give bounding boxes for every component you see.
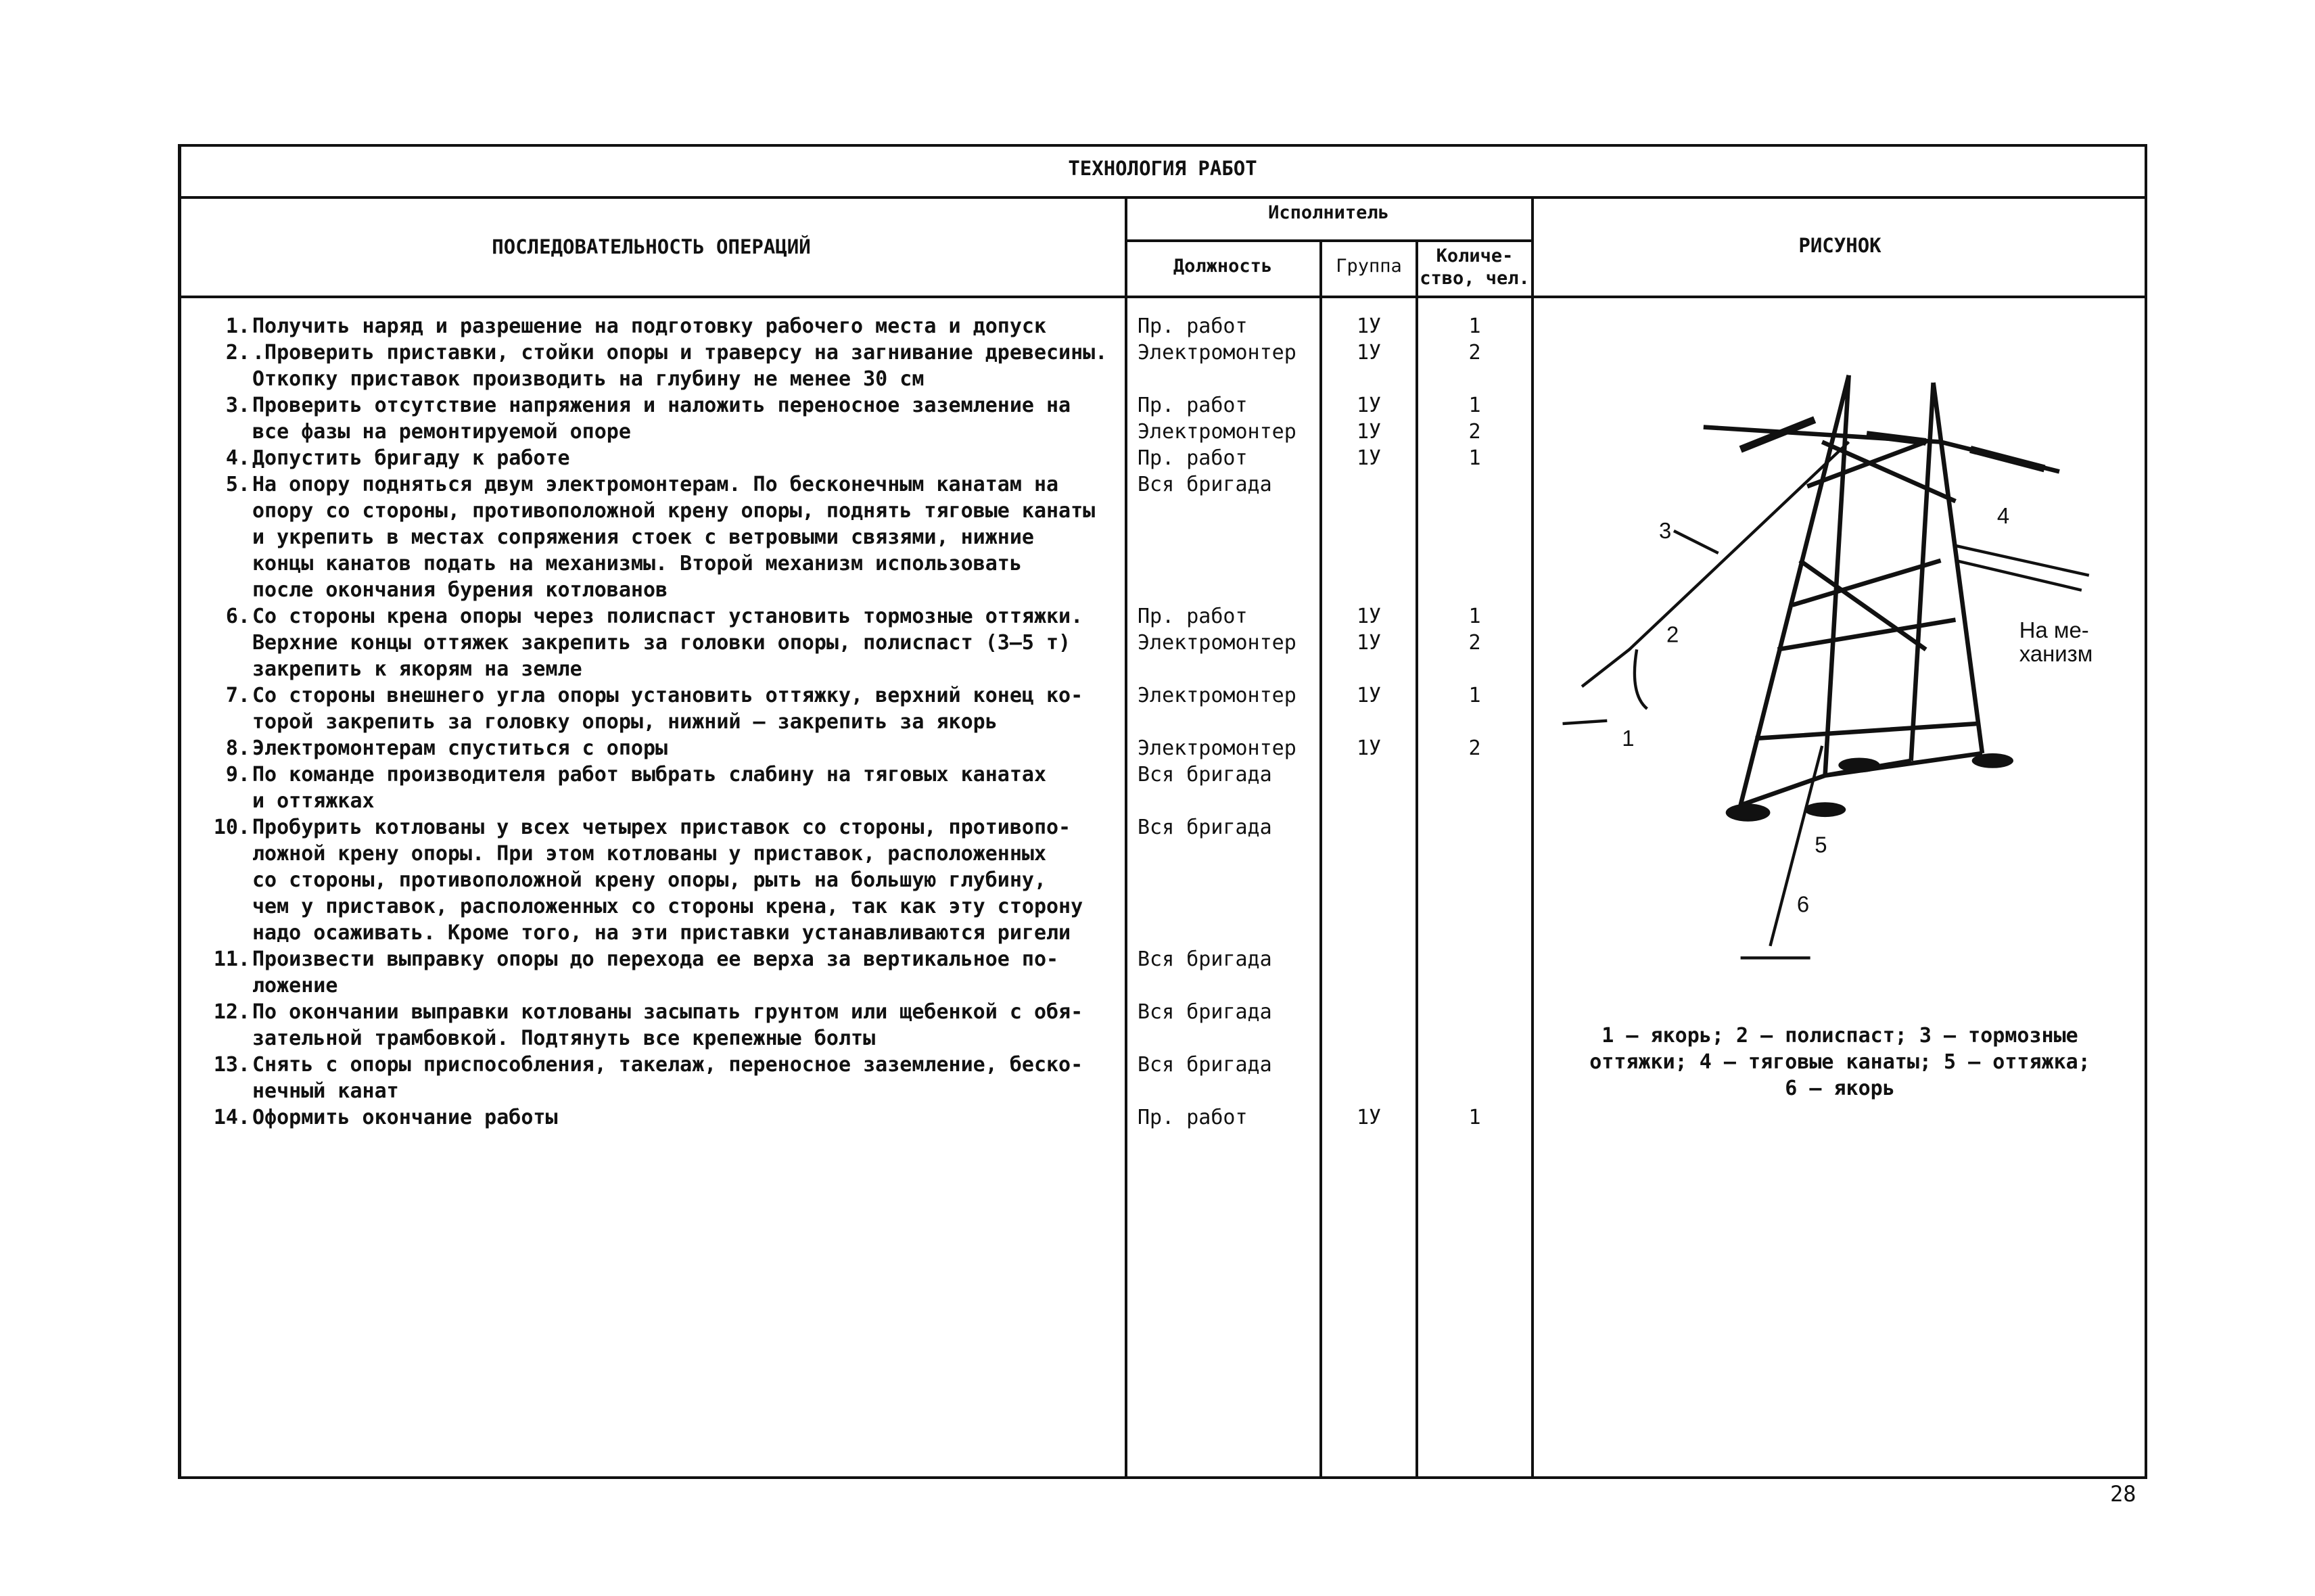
executor-position: Вся бригада bbox=[1138, 1000, 1272, 1024]
operation-text: зательной трамбовкой. Подтянуть все крепежные болты bbox=[252, 1027, 876, 1050]
operation-text: после окончания бурения котлованов bbox=[252, 578, 668, 602]
label-2: 2 bbox=[1666, 621, 1679, 647]
operation-text: нечный канат bbox=[252, 1079, 399, 1103]
operation-number: 10. bbox=[213, 816, 250, 839]
divider bbox=[1125, 239, 1533, 242]
insulator-strings bbox=[1741, 420, 2044, 469]
operation-text: Пробурить котлованы у всех четырех приставок со стороны, противопо- bbox=[252, 816, 1071, 839]
operation-text: .Проверить приставки, стойки опоры и траверсу на загнивание древесины. bbox=[252, 341, 1108, 365]
legend-line: 6 – якорь bbox=[1785, 1077, 1895, 1100]
operation-number: 1. bbox=[225, 314, 250, 338]
page-title: ТЕХНОЛОГИЯ РАБОТ bbox=[1068, 157, 1257, 180]
executor-position: Электромонтер bbox=[1138, 684, 1296, 707]
operation-text: Проверить отсутствие напряжения и наложить переносное заземление на bbox=[252, 394, 1071, 417]
executor-count: 2 bbox=[1468, 420, 1481, 444]
operation-text: концы канатов подать на механизмы. Второй механизм использовать bbox=[252, 552, 1022, 576]
executor-group: 1У bbox=[1356, 631, 1382, 655]
operation-number: 12. bbox=[213, 1000, 250, 1024]
executor-group: 1У bbox=[1356, 446, 1382, 470]
label-3: 3 bbox=[1659, 517, 1672, 543]
executor-position: Вся бригада bbox=[1138, 1053, 1272, 1077]
label-mechanism-1: На ме- bbox=[2019, 617, 2089, 642]
operation-text: Со стороны крена опоры через полиспаст установить тормозные оттяжки. bbox=[252, 605, 1083, 628]
executor-group: 1У bbox=[1356, 605, 1382, 628]
operation-text: Откопку приставок производить на глубину не менее 30 см bbox=[252, 367, 925, 391]
executor-group: 1У bbox=[1356, 736, 1382, 760]
operation-text: чем у приставок, расположенных со стороны крена, так как эту сторону bbox=[252, 895, 1083, 918]
label-6: 6 bbox=[1796, 891, 1810, 917]
label-5: 5 bbox=[1815, 832, 1827, 858]
traction-ropes bbox=[1956, 546, 2089, 590]
operation-number: 11. bbox=[213, 947, 250, 971]
header-count-line1: Количе- bbox=[1436, 245, 1514, 266]
operation-number: 5. bbox=[225, 473, 250, 496]
operation-text: Снять с опоры приспособления, такелаж, переносное заземление, беско- bbox=[252, 1053, 1083, 1077]
executor-count: 1 bbox=[1468, 684, 1481, 707]
operation-text: и оттяжках bbox=[252, 789, 375, 813]
operation-number: 14. bbox=[213, 1106, 250, 1129]
divider bbox=[178, 296, 2147, 298]
executor-position: Вся бригада bbox=[1138, 816, 1272, 839]
operation-text: Допустить бригаду к работе bbox=[252, 446, 570, 470]
executor-group: 1У bbox=[1356, 394, 1382, 417]
operation-text: Произвести выправку опоры до перехода ее верха за вертикальное по- bbox=[252, 947, 1059, 971]
executor-count: 1 bbox=[1468, 314, 1481, 338]
executor-count: 1 bbox=[1468, 1106, 1481, 1129]
executor-position: Вся бригада bbox=[1138, 763, 1272, 787]
executor-position: Пр. работ bbox=[1138, 446, 1248, 470]
executor-count: 2 bbox=[1468, 736, 1481, 760]
operation-text: опору со стороны, противоположной крену опоры, поднять тяговые канаты bbox=[252, 499, 1096, 523]
label-1: 1 bbox=[1622, 725, 1635, 751]
operation-text: ложение bbox=[252, 974, 338, 998]
executor-position: Пр. работ bbox=[1138, 394, 1248, 417]
executor-position: Вся бригада bbox=[1138, 947, 1272, 971]
executor-count: 2 bbox=[1468, 341, 1481, 365]
executor-count: 1 bbox=[1468, 446, 1481, 470]
header-sequence: ПОСЛЕДОВАТЕЛЬНОСТЬ ОПЕРАЦИЙ bbox=[492, 235, 811, 258]
executor-position: Пр. работ bbox=[1138, 1106, 1248, 1129]
executor-position: Электромонтер bbox=[1138, 420, 1296, 444]
operation-text: и укрепить в местах сопряжения стоек с ветровыми связями, нижние bbox=[252, 525, 1034, 549]
operation-number: 9. bbox=[225, 763, 250, 787]
operation-text: По команде производителя работ выбрать слабину на тяговых канатах bbox=[252, 763, 1046, 787]
operation-text: со стороны, противоположной крену опоры, рыть на большую глубину, bbox=[252, 868, 1046, 892]
header-position: Должность bbox=[1173, 256, 1273, 277]
operation-text: Верхние концы оттяжек закрепить за головки опоры, полиспаст (3–5 т) bbox=[252, 631, 1071, 655]
executor-count: 1 bbox=[1468, 605, 1481, 628]
table-row bbox=[0, 999, 2315, 1025]
operation-text: По окончании выправки котлованы засыпать грунтом или щебенкой с обя- bbox=[252, 1000, 1083, 1024]
operation-number: 13. bbox=[213, 1053, 250, 1077]
operation-number: 8. bbox=[225, 736, 250, 760]
figure-legend bbox=[1533, 1023, 2147, 1102]
legend-line: 1 – якорь; 2 – полиспаст; 3 – тормозные bbox=[1601, 1024, 2078, 1048]
operation-number: 2. bbox=[225, 341, 250, 365]
header-count bbox=[1417, 245, 1533, 289]
executor-position: Вся бригада bbox=[1138, 473, 1272, 496]
operation-number: 4. bbox=[225, 446, 250, 470]
executor-position: Электромонтер bbox=[1138, 736, 1296, 760]
operation-text: Получить наряд и разрешение на подготовку рабочего места и допуск bbox=[252, 314, 1046, 338]
operation-text: торой закрепить за головку опоры, нижний – закрепить за якорь bbox=[252, 710, 998, 734]
operation-number: 7. bbox=[225, 684, 250, 707]
anchors bbox=[1563, 721, 1810, 958]
header-executor: Исполнитель bbox=[1268, 202, 1389, 223]
executor-position: Электромонтер bbox=[1138, 631, 1296, 655]
executor-group: 1У bbox=[1356, 341, 1382, 365]
operation-text: закрепить к якорям на земле bbox=[252, 657, 582, 681]
operation-text: ложной крену опоры. При этом котлованы у приставок, расположенных bbox=[252, 842, 1046, 866]
operation-text: надо осаживать. Кроме того, на эти приставки устанавливаются ригели bbox=[252, 921, 1071, 945]
executor-group: 1У bbox=[1356, 314, 1382, 338]
operation-text: Оформить окончание работы bbox=[252, 1106, 558, 1129]
executor-group: 1У bbox=[1356, 684, 1382, 707]
header-figure: РИСУНОК bbox=[1798, 234, 1881, 257]
operation-text: Электромонтерам спуститься с опоры bbox=[252, 736, 668, 760]
executor-group: 1У bbox=[1356, 1106, 1382, 1129]
executor-position: Пр. работ bbox=[1138, 314, 1248, 338]
tower-straightening-figure bbox=[1533, 338, 2147, 1001]
table-row bbox=[0, 1104, 2315, 1131]
header-count-line2: ство, чел. bbox=[1420, 268, 1530, 289]
foundation-pits bbox=[1726, 753, 2013, 822]
page-number: 28 bbox=[2110, 1481, 2136, 1507]
label-4: 4 bbox=[1996, 503, 2010, 529]
label-mechanism-2: ханизм bbox=[2019, 640, 2093, 666]
executor-group: 1У bbox=[1356, 420, 1382, 444]
table-row bbox=[0, 313, 2315, 339]
legend-line: оттяжки; 4 – тяговые канаты; 5 – оттяжка; bbox=[1589, 1050, 2090, 1074]
operation-number: 6. bbox=[225, 605, 250, 628]
operation-text: все фазы на ремонтируемой опоре bbox=[252, 420, 631, 444]
ropes bbox=[1582, 442, 2089, 945]
executor-position: Электромонтер bbox=[1138, 341, 1296, 365]
operation-text: Со стороны внешнего угла опоры установить оттяжку, верхний конец ко- bbox=[252, 684, 1083, 707]
operation-text: На опору подняться двум электромонтерам. По бесконечным канатам на bbox=[252, 473, 1059, 496]
executor-count: 2 bbox=[1468, 631, 1481, 655]
executor-count: 1 bbox=[1468, 394, 1481, 417]
divider bbox=[178, 196, 2147, 199]
header-group: Группа bbox=[1336, 256, 1402, 277]
operation-number: 3. bbox=[225, 394, 250, 417]
executor-position: Пр. работ bbox=[1138, 605, 1248, 628]
